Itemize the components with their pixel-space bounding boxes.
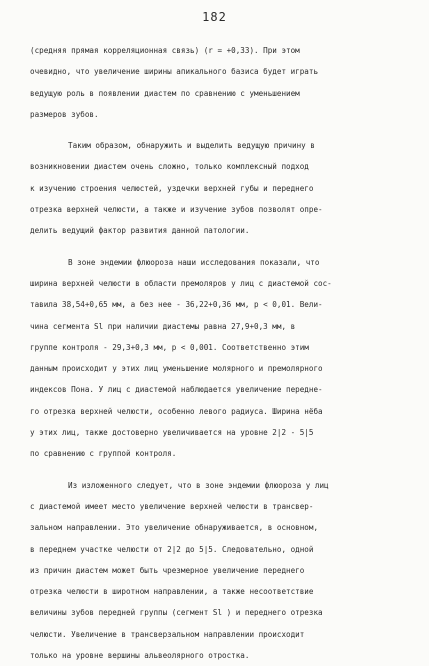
text-line: очевидно, что увеличение ширины апикального базиса будет играть xyxy=(30,67,319,77)
text-line: делить ведущий фактор развития данной патологии. xyxy=(30,226,250,236)
text-line: в переднем участке челюсти от 2|2 до 5|5. Следовательно, одной xyxy=(30,544,314,554)
paragraph-2 xyxy=(30,135,405,241)
text-line: группе контроля - 29,3+0,3 мм, р < 0,001. Соответственно этим xyxy=(30,342,309,352)
text-line: чина сегмента Sl при наличии диастемы равна 27,9+0,3 мм, в xyxy=(30,321,296,331)
text-line: Таким образом, обнаружить и выделить ведущую причину в xyxy=(68,141,315,151)
paragraph-4 xyxy=(30,475,405,666)
text-line: го отрезка верхней челюсти, особенно левого радиуса. Ширина нёба xyxy=(30,406,323,416)
text-line: с диастемой имеет место увеличение верхней челюсти в трансвер- xyxy=(30,501,314,511)
text-line: отрезка челюсти в широтном направлении, а также несоответствие xyxy=(30,587,314,597)
body-text xyxy=(30,40,405,666)
text-line: по сравнению с группой контроля. xyxy=(30,449,177,459)
text-line: (средняя прямая корреляционная связь) (r = +0,33). При этом xyxy=(30,46,300,55)
text-line: у этих лиц, также достоверно увеличивается на уровне 2|2 - 5|5 xyxy=(30,428,314,438)
text-line: возникновении диастем очень сложно, только комплексный подход xyxy=(30,162,309,172)
text-line: величины зубов передней группы (сегмент Sl ) и переднего отрезка xyxy=(30,608,323,618)
text-line: Из изложенного следует, что в зоне эндемии флюороза у лиц xyxy=(68,480,329,490)
text-line: размеров зубов. xyxy=(30,109,99,119)
text-line: индексов Пона. У лиц с диастемой наблюдается увеличение передне- xyxy=(30,385,323,395)
text-line: челюсти. Увеличение в трансверзальном направлении происходит xyxy=(30,629,305,639)
text-line: тавила 38,54+0,65 мм, а без нее - 36,22+0,36 мм, р < 0,01. Вели- xyxy=(30,300,323,310)
text-line: отрезка верхней челюсти, а также и изучение зубов позволят опре- xyxy=(30,205,323,215)
page-number: 182 xyxy=(202,10,227,24)
text-line: зальном направлении. Это увеличение обнаруживается, в основном, xyxy=(30,523,319,533)
paragraph-1 xyxy=(30,40,405,125)
text-line: ведущую роль в появлении диастем по сравнению с уменьшением xyxy=(30,88,300,98)
text-line: данным происходит у этих лиц уменьшение молярного и премолярного xyxy=(30,364,323,374)
text-line: В зоне эндемии флюороза наши исследования показали, что xyxy=(68,257,320,267)
text-line: из причин диастем может быть чрезмерное увеличение переднего xyxy=(30,565,305,575)
text-line: только на уровне вершины альвеолярного отростка. xyxy=(30,651,250,661)
text-line: к изучению строения челюстей, уздечки верхней губы и переднего xyxy=(30,183,314,193)
paragraph-3 xyxy=(30,252,405,465)
text-line: ширина верхней челюсти в области премоляров у лиц с диастемой сос- xyxy=(30,278,332,288)
